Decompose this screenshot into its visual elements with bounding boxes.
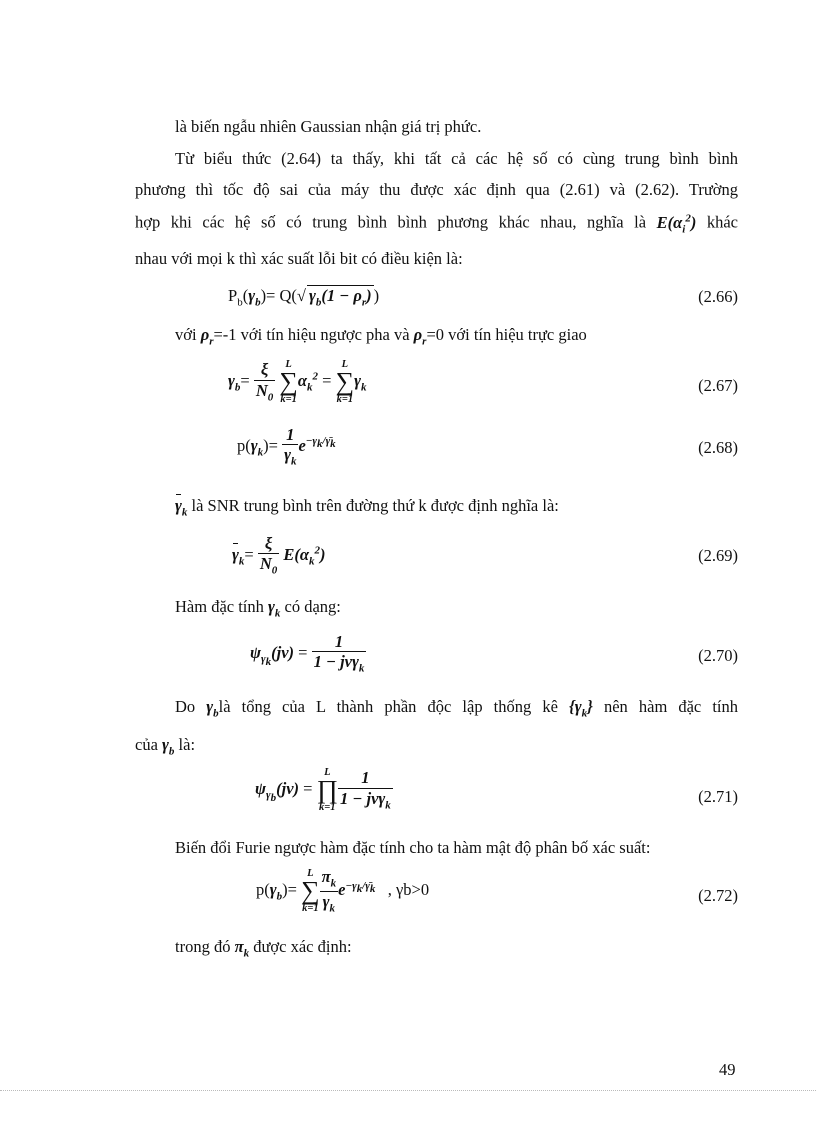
equation-2-68: $p(\gamma_k)=$ $\frac{1}{\gamma_k}$ $e^{-\gamma_k/\gammā_k}$	[237, 425, 336, 468]
text: là tổng của L thành phần độc lập thống kê	[218, 697, 558, 716]
equation-2-67: $\gamma_b=$ $\frac{\xi}{N_0}$ L ∑ k=1 $\alpha_k^2$ = L ∑ k=1 $\gamma_k$	[228, 359, 367, 405]
text: nhau với mọi k thì xác suất lỗi bit có điều kiện là:	[135, 249, 463, 268]
paragraph-line	[175, 496, 559, 518]
math-rho: $\rho_r$	[413, 325, 427, 348]
paragraph-line	[175, 597, 341, 619]
text: khác	[706, 212, 738, 232]
math-gamma-b: $\gamma_b$	[162, 735, 175, 758]
text: là SNR trung bình trên đường thứ k được định nghĩa là:	[191, 496, 559, 515]
paragraph-line	[175, 697, 738, 719]
text: Hàm đặc tính	[175, 597, 264, 616]
equation-2-72: $p(\gamma_b)=$ L ∑ k=1 $\frac{\pi_k}{\gamma_k}$ $e^{-\gamma_k/\gammā_k}$ , γb>0	[256, 867, 430, 915]
equation-2-71: $\psi_{\gamma_b}(jv)$ = L ∏ k=1 $\frac{1}{1 - jv\gamma_k}$	[255, 767, 391, 813]
footer-divider	[0, 1090, 816, 1091]
equation-number: (2.69)	[698, 546, 738, 565]
equation-number: (2.66)	[698, 287, 738, 306]
paragraph-line	[175, 149, 738, 169]
text: với	[175, 325, 197, 344]
text: =-1 với tín hiệu ngược pha và	[213, 325, 410, 344]
equation-number: (2.71)	[698, 787, 738, 806]
text: được xác định:	[253, 937, 352, 956]
text: của	[135, 735, 158, 754]
page-number: 49	[719, 1060, 736, 1079]
text: Biến đổi Furie ngược hàm đặc tính cho ta hàm mật độ phân bố xác suất:	[175, 838, 651, 857]
text: =0 với tín hiệu trực giao	[426, 325, 587, 344]
equation-2-66: $P_b(\gamma_b)= Q(√$ $\gamma_b(1 - \rho_r)$ )	[228, 286, 380, 309]
math-gamma-k: $\gamma_k$	[268, 597, 281, 620]
math-gamma-b: $\gamma_b$	[206, 697, 219, 720]
paragraph-line	[135, 212, 738, 235]
math-rho: $\rho_r$	[200, 325, 214, 348]
math-gamma-bar: $\gamma_k$	[175, 496, 188, 519]
paragraph-line	[175, 838, 650, 858]
text: trong đó	[175, 937, 231, 956]
equation-number: (2.70)	[698, 646, 738, 665]
equation-2-69: $\gamma_k=$ $\frac{\xi}{N_0}$ $E(\alpha_k^2)$	[232, 534, 326, 577]
text: có dạng:	[284, 597, 341, 616]
equation-condition: , γb>0	[387, 880, 430, 900]
paragraph-line	[175, 937, 352, 959]
equation-number: (2.72)	[698, 886, 738, 905]
paragraph-line	[175, 117, 481, 137]
text: là:	[178, 735, 196, 754]
paragraph-line	[135, 180, 738, 200]
text: hợp khi các hệ số có trung bình bình phương khác nhau, nghĩa là	[135, 212, 647, 232]
math-pi-k: $\pi_k$	[234, 937, 250, 960]
text: phương thì tốc độ sai của máy thu được xác định qua (2.61) và (2.62). Trường	[135, 180, 738, 199]
paragraph-line	[175, 325, 587, 347]
text: Do	[175, 697, 196, 716]
text: nên hàm đặc tính	[603, 697, 739, 716]
equation-2-70: $\psi_{\gamma_k}(jv)$ = $\frac{1}{1 - jv\gamma_k}$	[250, 632, 365, 675]
equation-number: (2.67)	[698, 376, 738, 395]
math-set-gamma-k: $\{\gamma_k\}$	[569, 697, 593, 720]
equation-number: (2.68)	[698, 438, 738, 457]
paragraph-line	[135, 735, 195, 757]
math-inline-expectation: $E(\alpha_i^2)$	[656, 212, 697, 235]
text: là biến ngẫu nhiên Gaussian nhận giá trị phức.	[175, 117, 482, 136]
text: Từ biểu thức (2.64) ta thấy, khi tất cả các hệ số có cùng trung bình bình	[175, 149, 738, 168]
paragraph-line	[135, 249, 463, 269]
